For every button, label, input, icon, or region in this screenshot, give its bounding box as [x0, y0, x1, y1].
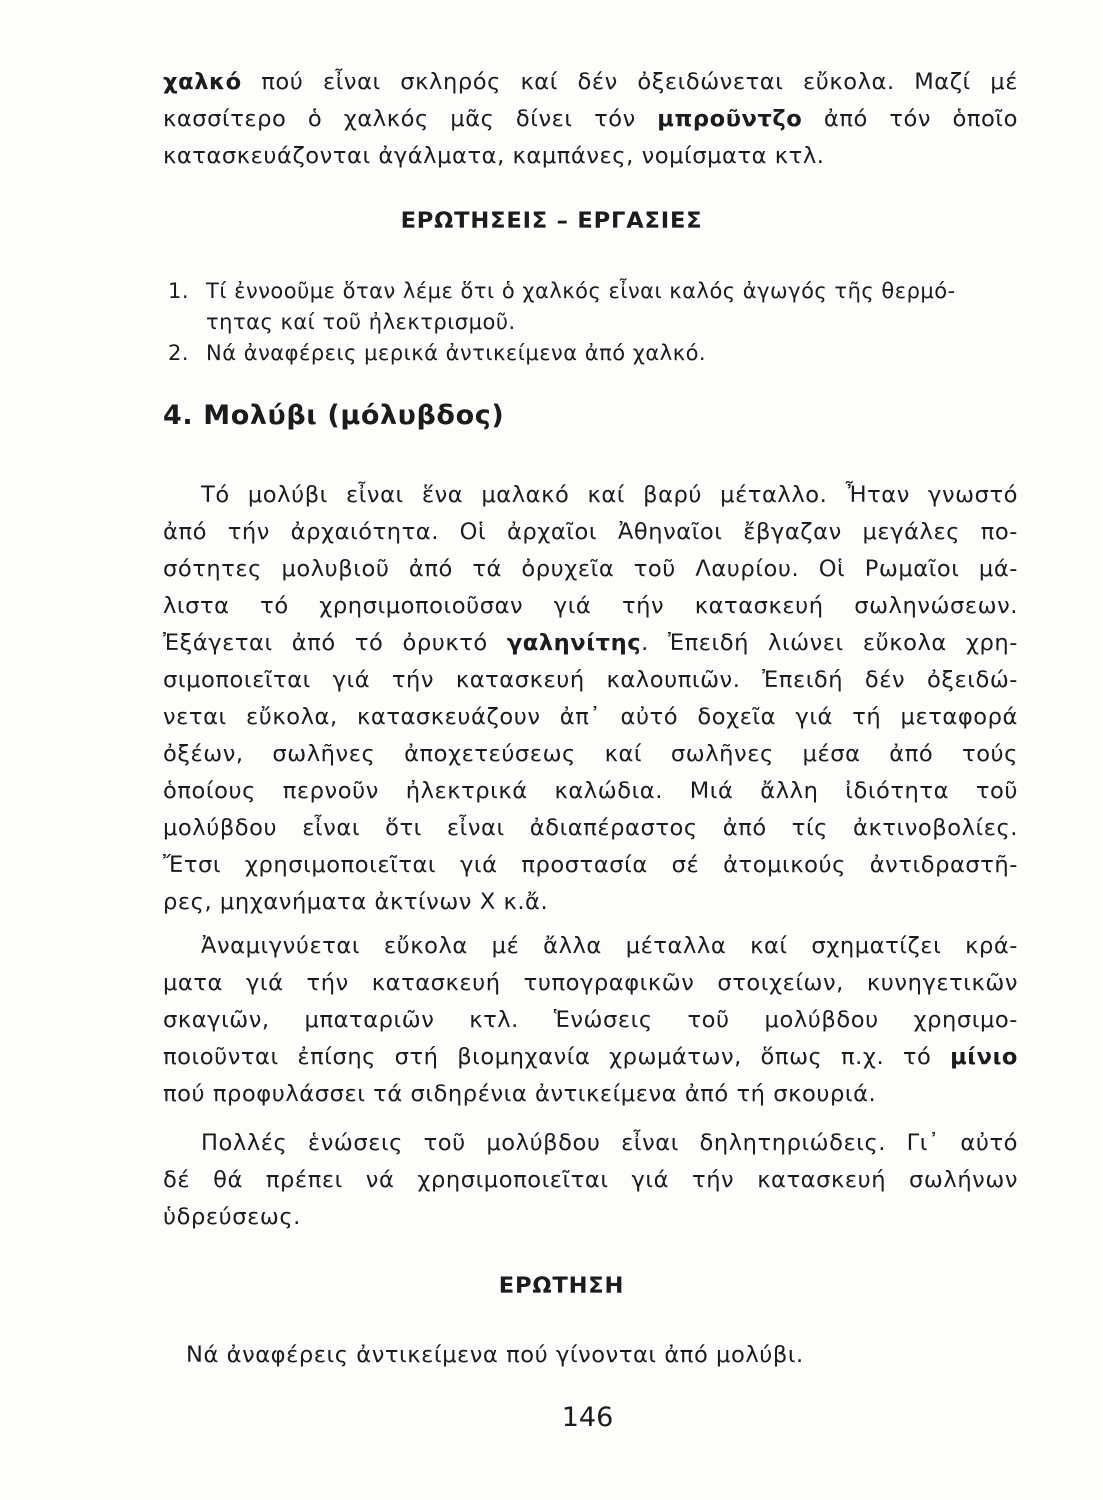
copper-line-2: κασσίτερο ὁ χαλκός μᾶς δίνει τόν μπροῦντζο ἀπό τόν ὁποῖο — [163, 106, 1018, 132]
bold-term-galena: γαληνίτης — [506, 630, 642, 656]
question-item-2: 2. Νά ἀναφέρεις μερικά ἀντικείμενα ἀπό χαλκό. — [168, 338, 1028, 369]
question-item-1: 1. Τί ἐννοοῦμε ὅταν λέμε ὅτι ὁ χαλκός εἶναι καλός ἀγωγός τῆς θερμό- τητας καί τοῦ ἠλεκτρισμοῦ. — [168, 276, 1028, 338]
question-heading: ΕΡΩΤΗΣΗ — [498, 1273, 625, 1299]
bold-term-bronze: μπροῦντζο — [657, 106, 803, 132]
questions-heading: ΕΡΩΤΗΣΕΙΣ – ΕΡΓΑΣΙΕΣ — [400, 208, 703, 234]
bold-term-copper: χαλκό — [163, 69, 242, 95]
lead-paragraph-1: Τό μολύβι εἶναι ἕνα μαλακό καί βαρύ μέταλλο. Ἦταν γνωστό ἀπό τήν ἀρχαιότητα. Οἱ ἀρχαῖοι Ἀθηναῖοι ἔβγαζαν μεγάλες πο- σότητες μολυβιοῦ ἀπό τά ὀρυχεῖα τοῦ Λαυρίου. Οἱ Ρωμαῖοι μά- λιστα τό χρησιμοποιοῦσαν γιά τήν κατασκευή σωληνώσεων. Ἐξάγεται ἀπό τό ὀρυκτό γαληνίτης. Ἐπειδή λιώνει εὔκολα χρη- σιμοποιεῖται γιά τήν κατασκευή καλουπιῶν. Ἐπειδή δέν ὀξειδώ- νεται εὔκολα, κατασκευάζουν ἀπ᾽ αὐτό δοχεῖα γιά τή μεταφορά ὀξέων, σωλῆνες ἀποχετεύσεως καί σωλῆνες μέσα ἀπό τούς ὁποίους περνοῦν ἠλεκτρικά καλώδια. Μιά ἄλλη ἰδιότητα τοῦ μολύβδου εἶναι ὅτι εἶναι ἀδιαπέραστος ἀπό τίς ἀκτινοβολίες. Ἔτσι χρησιμοποιεῖται γιά προστασία σέ ἀτομικούς ἀντιδραστῆ- ρες, μηχανήματα ἀκτίνων Χ κ.ἄ. — [163, 482, 1018, 915]
question-number: 1. — [168, 279, 190, 303]
question-number: 2. — [168, 341, 190, 365]
lead-paragraph-3: Πολλές ἑνώσεις τοῦ μολύβδου εἶναι δηλητηριώδεις. Γι᾽ αὐτό δέ θά πρέπει νά χρησιμοποιεῖται γιά τήν κατασκευή σωλήνων ὑδρεύσεως. — [163, 1130, 1018, 1230]
section-title: 4. Μολύβι (μόλυβδος) — [163, 400, 505, 431]
questions-list — [168, 276, 1028, 369]
bold-term-minium: μίνιο — [950, 1044, 1018, 1070]
final-question: Νά ἀναφέρεις ἀντικείμενα πού γίνονται ἀπό μολύβι. — [186, 1342, 804, 1368]
copper-line-1: χαλκό πού εἶναι σκληρός καί δέν ὀξειδώνεται εὔκολα. Μαζί μέ — [163, 69, 1018, 95]
copper-paragraph — [163, 64, 1018, 175]
copper-line-3: κατασκευάζονται ἀγάλματα, καμπάνες, νομίσματα κτλ. — [163, 143, 825, 169]
lead-paragraph-2: Ἀναμιγνύεται εὔκολα μέ ἄλλα μέταλλα καί σχηματίζει κρά- ματα γιά τήν κατασκευή τυπογραφικῶν στοιχείων, κυνηγετικῶν σκαγιῶν, μπαταριῶν κτλ. Ἑνώσεις τοῦ μολύβδου χρησιμο- ποιοῦνται ἐπίσης στή βιομηχανία χρωμάτων, ὅπως π.χ. τό μίνιο πού προφυλάσσει τά σιδηρένια ἀντικείμενα ἀπό τή σκουριά. — [163, 933, 1018, 1107]
page-number: 146 — [561, 1402, 614, 1433]
